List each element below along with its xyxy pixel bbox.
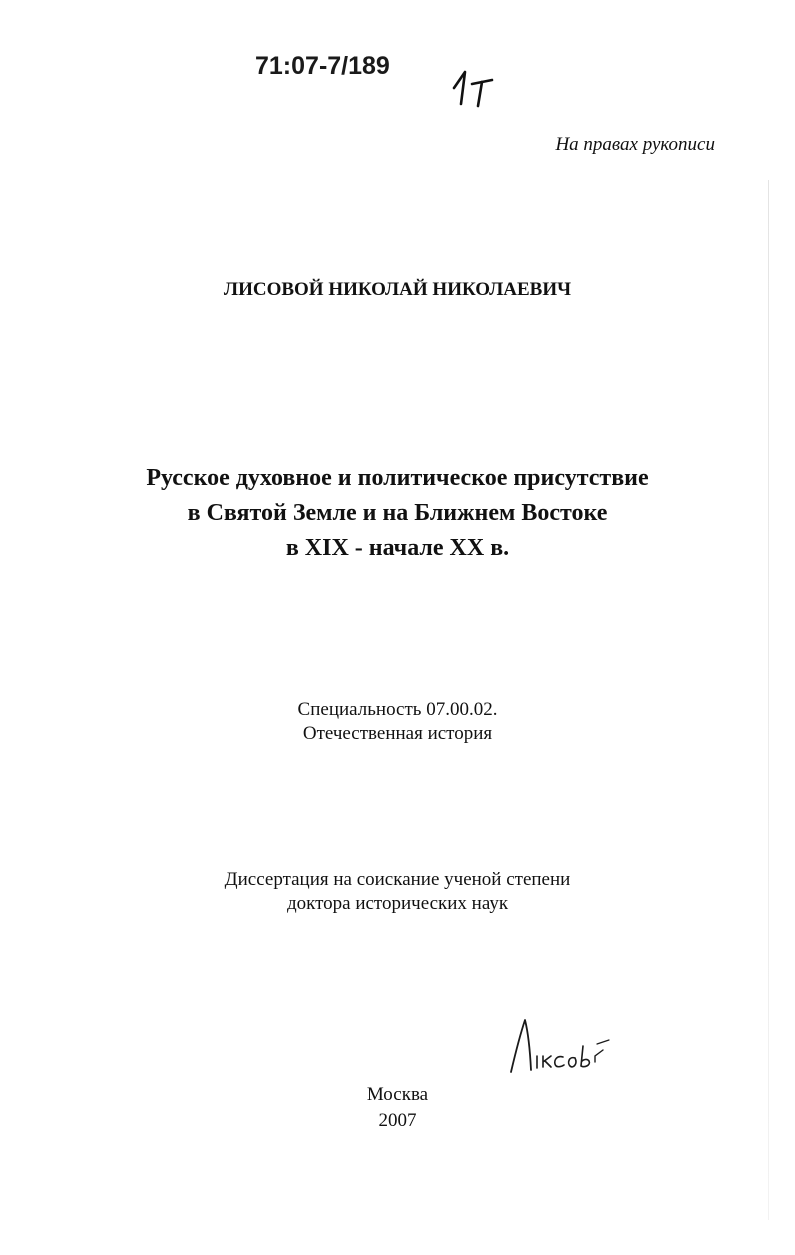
dissertation-title bbox=[0, 461, 795, 566]
author-signature bbox=[505, 1010, 615, 1080]
archive-code: 71:07-7/189 bbox=[255, 52, 390, 80]
author-name: ЛИСОВОЙ НИКОЛАЙ НИКОЛАЕВИЧ bbox=[223, 279, 572, 300]
year: 2007 bbox=[378, 1110, 417, 1131]
manuscript-rights-note: На правах рукописи bbox=[555, 134, 715, 155]
title-line: Русское духовное и политическое присутствие bbox=[146, 465, 649, 491]
degree-line: Диссертация на соискание ученой степени bbox=[224, 869, 571, 890]
degree-line: доктора исторических наук bbox=[286, 893, 509, 914]
degree-block bbox=[0, 868, 795, 916]
handwritten-mark bbox=[448, 60, 508, 110]
title-line: в XIX - начале XX в. bbox=[285, 535, 510, 561]
specialty-code: Специальность 07.00.02. bbox=[297, 699, 498, 720]
place-year bbox=[0, 1082, 795, 1134]
city: Москва bbox=[366, 1084, 429, 1105]
title-line: в Святой Земле и на Ближнем Востоке bbox=[187, 500, 608, 526]
specialty-block bbox=[0, 698, 795, 746]
specialty-name: Отечественная история bbox=[302, 723, 493, 744]
